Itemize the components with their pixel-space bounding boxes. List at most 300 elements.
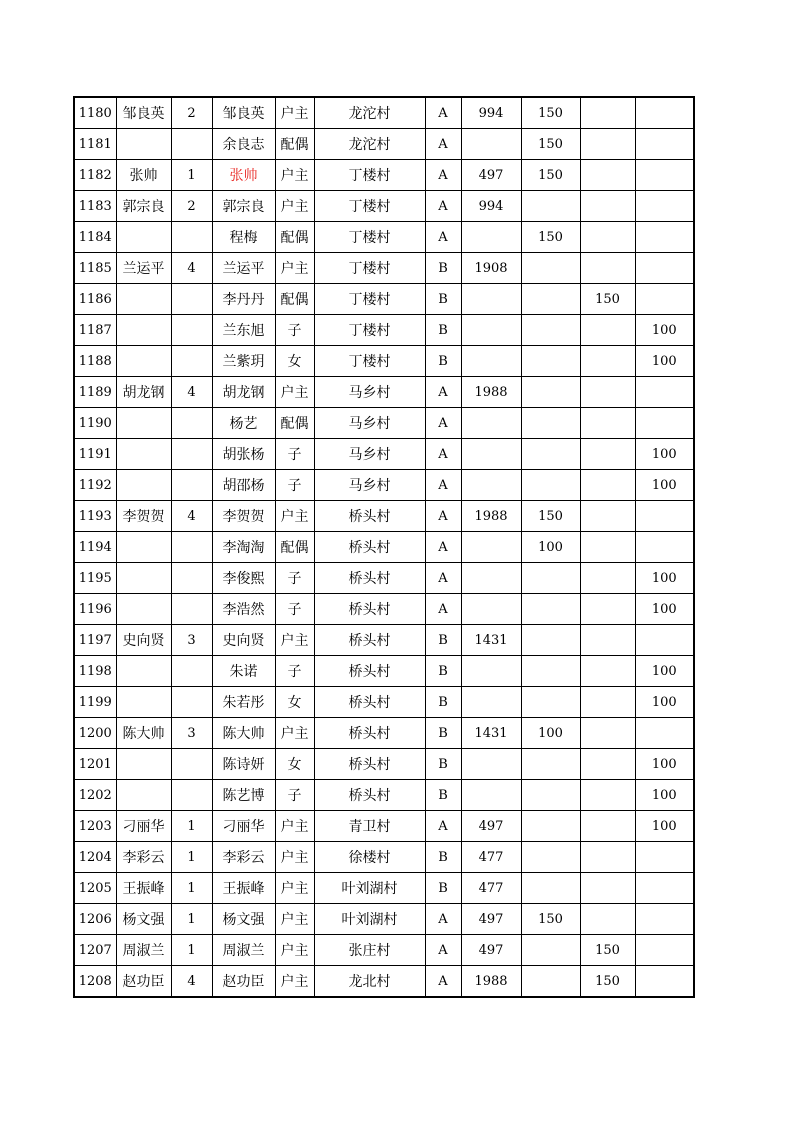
cell-amount-a: 477	[461, 873, 521, 904]
cell-amount-c	[580, 718, 635, 749]
records-table	[73, 96, 695, 998]
table-row	[74, 284, 694, 315]
cell-relation: 户主	[275, 935, 314, 966]
table-row	[74, 501, 694, 532]
cell-member-name: 李贺贺	[212, 501, 275, 532]
cell-serial-no: 1194	[74, 532, 116, 563]
cell-household-head: 赵功臣	[116, 966, 171, 998]
table-row	[74, 966, 694, 998]
cell-amount-c	[580, 780, 635, 811]
cell-relation: 配偶	[275, 222, 314, 253]
cell-amount-c	[580, 377, 635, 408]
cell-relation: 户主	[275, 966, 314, 998]
cell-household-size	[171, 532, 212, 563]
cell-serial-no: 1180	[74, 97, 116, 129]
cell-household-head	[116, 594, 171, 625]
cell-household-size: 2	[171, 97, 212, 129]
cell-relation: 户主	[275, 718, 314, 749]
cell-relation: 配偶	[275, 532, 314, 563]
cell-amount-a: 1988	[461, 377, 521, 408]
cell-category: A	[425, 594, 461, 625]
table-row	[74, 439, 694, 470]
cell-serial-no: 1185	[74, 253, 116, 284]
cell-household-size	[171, 346, 212, 377]
cell-serial-no: 1205	[74, 873, 116, 904]
cell-serial-no: 1197	[74, 625, 116, 656]
cell-amount-b	[521, 687, 580, 718]
cell-village: 桥头村	[314, 656, 425, 687]
cell-serial-no: 1182	[74, 160, 116, 191]
cell-amount-b	[521, 780, 580, 811]
cell-household-size	[171, 594, 212, 625]
cell-category: A	[425, 935, 461, 966]
cell-household-head	[116, 470, 171, 501]
cell-amount-c	[580, 687, 635, 718]
cell-village: 桥头村	[314, 501, 425, 532]
cell-category: A	[425, 966, 461, 998]
cell-household-size	[171, 129, 212, 160]
cell-amount-c	[580, 873, 635, 904]
table-row	[74, 811, 694, 842]
cell-amount-d	[635, 129, 694, 160]
table-row	[74, 687, 694, 718]
cell-relation: 户主	[275, 160, 314, 191]
cell-amount-a	[461, 408, 521, 439]
cell-category: B	[425, 315, 461, 346]
cell-household-head	[116, 284, 171, 315]
cell-member-name: 李俊熙	[212, 563, 275, 594]
cell-amount-a	[461, 749, 521, 780]
cell-household-head	[116, 222, 171, 253]
cell-amount-b: 150	[521, 904, 580, 935]
cell-household-head	[116, 749, 171, 780]
cell-village: 桥头村	[314, 625, 425, 656]
cell-member-name: 杨艺	[212, 408, 275, 439]
cell-amount-c	[580, 594, 635, 625]
cell-amount-d	[635, 222, 694, 253]
cell-amount-a	[461, 346, 521, 377]
cell-village: 叶刘湖村	[314, 904, 425, 935]
cell-village: 桥头村	[314, 718, 425, 749]
cell-village: 丁楼村	[314, 315, 425, 346]
cell-amount-b	[521, 842, 580, 873]
table-row	[74, 408, 694, 439]
cell-serial-no: 1207	[74, 935, 116, 966]
cell-household-size: 3	[171, 625, 212, 656]
cell-household-size: 4	[171, 377, 212, 408]
cell-amount-d: 100	[635, 749, 694, 780]
table-row	[74, 532, 694, 563]
cell-amount-c	[580, 222, 635, 253]
cell-amount-b	[521, 408, 580, 439]
table-row	[74, 656, 694, 687]
cell-amount-d	[635, 532, 694, 563]
cell-household-size	[171, 408, 212, 439]
cell-amount-d	[635, 377, 694, 408]
cell-household-size	[171, 470, 212, 501]
cell-serial-no: 1198	[74, 656, 116, 687]
cell-member-name: 郭宗良	[212, 191, 275, 222]
cell-category: B	[425, 687, 461, 718]
cell-household-size: 1	[171, 811, 212, 842]
cell-village: 丁楼村	[314, 284, 425, 315]
cell-amount-b	[521, 625, 580, 656]
cell-amount-c	[580, 811, 635, 842]
cell-amount-a	[461, 532, 521, 563]
table-row	[74, 97, 694, 129]
cell-amount-c: 150	[580, 935, 635, 966]
cell-household-head: 胡龙钢	[116, 377, 171, 408]
cell-relation: 子	[275, 470, 314, 501]
cell-relation: 子	[275, 315, 314, 346]
cell-serial-no: 1184	[74, 222, 116, 253]
cell-amount-c: 150	[580, 284, 635, 315]
cell-category: A	[425, 811, 461, 842]
cell-serial-no: 1195	[74, 563, 116, 594]
table-row	[74, 563, 694, 594]
table-row	[74, 625, 694, 656]
cell-serial-no: 1183	[74, 191, 116, 222]
table-row	[74, 904, 694, 935]
cell-member-name: 李淘淘	[212, 532, 275, 563]
cell-household-head	[116, 563, 171, 594]
cell-amount-a	[461, 470, 521, 501]
cell-household-head: 邹良英	[116, 97, 171, 129]
cell-category: A	[425, 191, 461, 222]
cell-household-head: 兰运平	[116, 253, 171, 284]
cell-category: B	[425, 749, 461, 780]
cell-serial-no: 1204	[74, 842, 116, 873]
cell-serial-no: 1203	[74, 811, 116, 842]
cell-amount-a	[461, 284, 521, 315]
cell-village: 丁楼村	[314, 253, 425, 284]
cell-serial-no: 1191	[74, 439, 116, 470]
cell-member-name: 陈大帅	[212, 718, 275, 749]
cell-household-head: 刁丽华	[116, 811, 171, 842]
cell-household-head: 杨文强	[116, 904, 171, 935]
cell-amount-d: 100	[635, 811, 694, 842]
cell-amount-b	[521, 935, 580, 966]
cell-household-size: 4	[171, 501, 212, 532]
cell-village: 桥头村	[314, 687, 425, 718]
cell-household-head: 陈大帅	[116, 718, 171, 749]
cell-serial-no: 1188	[74, 346, 116, 377]
cell-amount-b	[521, 439, 580, 470]
cell-amount-c	[580, 253, 635, 284]
cell-village: 桥头村	[314, 780, 425, 811]
cell-household-size	[171, 780, 212, 811]
cell-household-head: 李贺贺	[116, 501, 171, 532]
cell-serial-no: 1186	[74, 284, 116, 315]
cell-amount-b	[521, 873, 580, 904]
table-row	[74, 253, 694, 284]
cell-amount-b	[521, 284, 580, 315]
cell-member-name: 邹良英	[212, 97, 275, 129]
cell-amount-d	[635, 160, 694, 191]
cell-serial-no: 1187	[74, 315, 116, 346]
cell-village: 桥头村	[314, 749, 425, 780]
cell-relation: 配偶	[275, 408, 314, 439]
cell-amount-b: 150	[521, 160, 580, 191]
cell-relation: 户主	[275, 842, 314, 873]
cell-village: 青卫村	[314, 811, 425, 842]
cell-category: A	[425, 129, 461, 160]
cell-relation: 户主	[275, 97, 314, 129]
cell-household-size	[171, 315, 212, 346]
cell-amount-b	[521, 811, 580, 842]
cell-amount-a: 1908	[461, 253, 521, 284]
cell-category: A	[425, 501, 461, 532]
cell-member-name: 兰运平	[212, 253, 275, 284]
cell-relation: 配偶	[275, 129, 314, 160]
cell-amount-d	[635, 408, 694, 439]
cell-amount-b	[521, 470, 580, 501]
cell-relation: 子	[275, 563, 314, 594]
cell-amount-b	[521, 563, 580, 594]
cell-relation: 户主	[275, 904, 314, 935]
cell-amount-c	[580, 749, 635, 780]
cell-village: 马乡村	[314, 408, 425, 439]
cell-amount-a: 497	[461, 160, 521, 191]
cell-amount-d: 100	[635, 315, 694, 346]
cell-household-head	[116, 656, 171, 687]
cell-serial-no: 1199	[74, 687, 116, 718]
cell-household-size	[171, 749, 212, 780]
cell-amount-a: 994	[461, 191, 521, 222]
cell-category: A	[425, 408, 461, 439]
cell-household-size	[171, 687, 212, 718]
cell-amount-d: 100	[635, 563, 694, 594]
cell-amount-c	[580, 904, 635, 935]
cell-amount-d: 100	[635, 439, 694, 470]
cell-amount-c	[580, 160, 635, 191]
cell-household-size	[171, 439, 212, 470]
cell-member-name: 程梅	[212, 222, 275, 253]
cell-village: 叶刘湖村	[314, 873, 425, 904]
cell-amount-a: 994	[461, 97, 521, 129]
cell-amount-d	[635, 501, 694, 532]
cell-household-head	[116, 346, 171, 377]
cell-amount-b	[521, 377, 580, 408]
cell-member-name: 朱诺	[212, 656, 275, 687]
cell-member-name: 余良志	[212, 129, 275, 160]
table-row	[74, 377, 694, 408]
cell-member-name: 史向贤	[212, 625, 275, 656]
cell-amount-d	[635, 842, 694, 873]
cell-relation: 户主	[275, 873, 314, 904]
cell-amount-a: 1431	[461, 625, 521, 656]
cell-amount-c	[580, 97, 635, 129]
cell-household-head	[116, 408, 171, 439]
cell-serial-no: 1208	[74, 966, 116, 998]
cell-serial-no: 1200	[74, 718, 116, 749]
cell-amount-b	[521, 191, 580, 222]
cell-category: A	[425, 160, 461, 191]
table-row	[74, 749, 694, 780]
cell-household-head	[116, 532, 171, 563]
cell-member-name: 陈诗妍	[212, 749, 275, 780]
cell-household-head: 史向贤	[116, 625, 171, 656]
cell-amount-b	[521, 594, 580, 625]
cell-amount-a: 1431	[461, 718, 521, 749]
cell-amount-a: 1988	[461, 966, 521, 998]
cell-relation: 户主	[275, 501, 314, 532]
table-row	[74, 191, 694, 222]
cell-amount-a: 1988	[461, 501, 521, 532]
cell-relation: 女	[275, 749, 314, 780]
cell-household-head	[116, 129, 171, 160]
cell-village: 桥头村	[314, 563, 425, 594]
cell-member-name: 李浩然	[212, 594, 275, 625]
cell-village: 丁楼村	[314, 160, 425, 191]
cell-amount-c	[580, 532, 635, 563]
cell-category: A	[425, 904, 461, 935]
cell-amount-d: 100	[635, 470, 694, 501]
cell-member-name: 周淑兰	[212, 935, 275, 966]
cell-amount-d	[635, 935, 694, 966]
cell-amount-a: 497	[461, 811, 521, 842]
cell-household-size	[171, 656, 212, 687]
cell-serial-no: 1196	[74, 594, 116, 625]
cell-category: B	[425, 625, 461, 656]
cell-member-name: 胡龙钢	[212, 377, 275, 408]
cell-amount-c	[580, 563, 635, 594]
table-row	[74, 346, 694, 377]
cell-amount-c	[580, 129, 635, 160]
cell-serial-no: 1202	[74, 780, 116, 811]
cell-household-size: 4	[171, 253, 212, 284]
cell-member-name: 刁丽华	[212, 811, 275, 842]
cell-village: 丁楼村	[314, 191, 425, 222]
cell-relation: 户主	[275, 191, 314, 222]
cell-relation: 户主	[275, 625, 314, 656]
cell-category: B	[425, 873, 461, 904]
cell-household-size: 1	[171, 873, 212, 904]
cell-member-name: 杨文强	[212, 904, 275, 935]
cell-village: 龙沱村	[314, 97, 425, 129]
cell-amount-d	[635, 284, 694, 315]
table-row	[74, 873, 694, 904]
cell-village: 丁楼村	[314, 346, 425, 377]
table-row	[74, 842, 694, 873]
table-row	[74, 935, 694, 966]
cell-household-size	[171, 284, 212, 315]
cell-member-name: 李彩云	[212, 842, 275, 873]
cell-amount-d: 100	[635, 594, 694, 625]
cell-amount-a	[461, 656, 521, 687]
cell-category: A	[425, 222, 461, 253]
cell-amount-b: 150	[521, 222, 580, 253]
cell-village: 桥头村	[314, 594, 425, 625]
cell-category: B	[425, 780, 461, 811]
cell-member-name: 李丹丹	[212, 284, 275, 315]
cell-relation: 女	[275, 346, 314, 377]
cell-amount-c	[580, 625, 635, 656]
cell-amount-a	[461, 129, 521, 160]
cell-household-size: 1	[171, 842, 212, 873]
cell-amount-c	[580, 191, 635, 222]
cell-relation: 子	[275, 439, 314, 470]
cell-amount-b	[521, 253, 580, 284]
cell-amount-d	[635, 966, 694, 998]
cell-household-size	[171, 222, 212, 253]
cell-member-name: 胡张杨	[212, 439, 275, 470]
cell-category: A	[425, 563, 461, 594]
cell-category: B	[425, 718, 461, 749]
table-row	[74, 470, 694, 501]
cell-amount-b	[521, 656, 580, 687]
cell-relation: 子	[275, 594, 314, 625]
cell-village: 龙北村	[314, 966, 425, 998]
cell-household-size: 2	[171, 191, 212, 222]
cell-serial-no: 1201	[74, 749, 116, 780]
cell-amount-b	[521, 749, 580, 780]
cell-amount-a: 497	[461, 935, 521, 966]
cell-amount-b: 100	[521, 532, 580, 563]
cell-member-name: 胡邵杨	[212, 470, 275, 501]
cell-village: 马乡村	[314, 470, 425, 501]
cell-amount-b	[521, 966, 580, 998]
cell-relation: 户主	[275, 811, 314, 842]
cell-household-size	[171, 563, 212, 594]
cell-household-head: 张帅	[116, 160, 171, 191]
cell-amount-c	[580, 501, 635, 532]
cell-amount-c	[580, 470, 635, 501]
cell-amount-d	[635, 97, 694, 129]
cell-amount-d: 100	[635, 687, 694, 718]
cell-amount-d	[635, 625, 694, 656]
cell-member-name: 赵功臣	[212, 966, 275, 998]
cell-member-name: 兰东旭	[212, 315, 275, 346]
cell-amount-a	[461, 687, 521, 718]
cell-amount-a	[461, 594, 521, 625]
cell-amount-a: 497	[461, 904, 521, 935]
cell-amount-a: 477	[461, 842, 521, 873]
cell-category: A	[425, 377, 461, 408]
cell-member-name: 张帅	[212, 160, 275, 191]
table-row	[74, 780, 694, 811]
cell-household-head: 周淑兰	[116, 935, 171, 966]
cell-amount-d	[635, 718, 694, 749]
cell-village: 龙沱村	[314, 129, 425, 160]
cell-relation: 女	[275, 687, 314, 718]
cell-amount-d: 100	[635, 656, 694, 687]
cell-amount-d: 100	[635, 780, 694, 811]
cell-village: 张庄村	[314, 935, 425, 966]
cell-amount-c	[580, 439, 635, 470]
cell-serial-no: 1189	[74, 377, 116, 408]
table-body	[74, 97, 694, 997]
cell-serial-no: 1193	[74, 501, 116, 532]
cell-amount-c: 150	[580, 966, 635, 998]
cell-household-head	[116, 687, 171, 718]
cell-serial-no: 1192	[74, 470, 116, 501]
table-row	[74, 594, 694, 625]
cell-amount-d	[635, 253, 694, 284]
cell-amount-b: 150	[521, 501, 580, 532]
cell-category: A	[425, 532, 461, 563]
cell-category: B	[425, 346, 461, 377]
cell-member-name: 陈艺博	[212, 780, 275, 811]
cell-village: 马乡村	[314, 439, 425, 470]
cell-amount-a	[461, 439, 521, 470]
cell-amount-a	[461, 222, 521, 253]
cell-household-head: 郭宗良	[116, 191, 171, 222]
table-row	[74, 129, 694, 160]
cell-category: B	[425, 656, 461, 687]
cell-category: B	[425, 842, 461, 873]
cell-household-head	[116, 780, 171, 811]
